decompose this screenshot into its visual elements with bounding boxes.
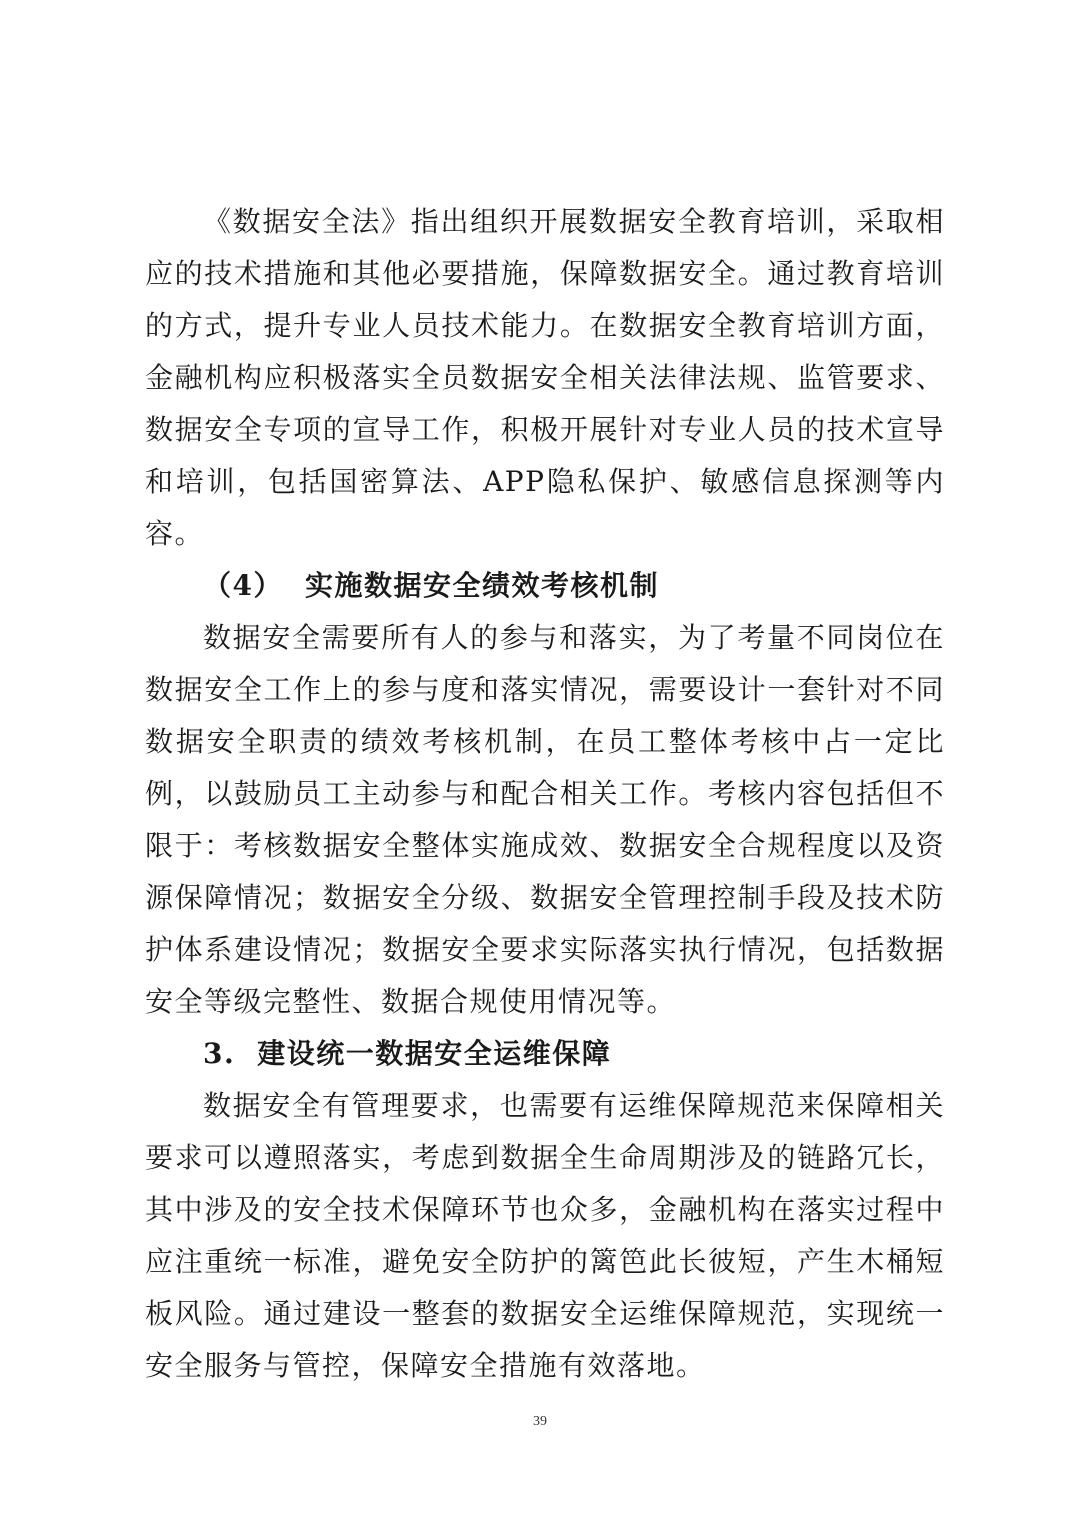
- section-heading-performance-assessment: [145, 560, 945, 612]
- page-content: [145, 196, 945, 1392]
- paragraph-operations-assurance: 数据安全有管理要求，也需要有运维保障规范来保障相关要求可以遵照落实，考虑到数据全生命周期涉及的链路冗长，其中涉及的安全技术保障环节也众多，金融机构在落实过程中应注重统一标准，避免安全防护的篱笆此长彼短，产生木桶短板风险。通过建设一整套的数据安全运维保障规范，实现统一安全服务与管控，保障安全措施有效落地。: [145, 1089, 945, 1382]
- section-heading-operations-assurance: [145, 1028, 945, 1080]
- section-number: 3.: [203, 1037, 236, 1070]
- section-number: （4）: [203, 569, 283, 602]
- paragraph-performance-assessment: 数据安全需要所有人的参与和落实，为了考量不同岗位在数据安全工作上的参与度和落实情况，需要设计一套针对不同数据安全职责的绩效考核机制，在员工整体考核中占一定比例，以鼓励员工主动参与和配合相关工作。考核内容包括但不限于：考核数据安全整体实施成效、数据安全合规程度以及资源保障情况；数据安全分级、数据安全管理控制手段及技术防护体系建设情况；数据安全要求实际落实执行情况，包括数据安全等级完整性、数据合规使用情况等。: [145, 621, 945, 1018]
- section-title: 实施数据安全绩效考核机制: [304, 569, 659, 602]
- paragraph-data-security-training: 《数据安全法》指出组织开展数据安全教育培训，采取相应的技术措施和其他必要措施，保障数据安全。通过教育培训的方式，提升专业人员技术能力。在数据安全教育培训方面，金融机构应积极落实全员数据安全相关法律法规、监管要求、数据安全专项的宣导工作，积极开展针对专业人员的技术宣导和培训，包括国密算法、APP隐私保护、敏感信息探测等内容。: [145, 205, 945, 550]
- page-number: 39: [533, 1414, 547, 1429]
- section-title: 建设统一数据安全运维保障: [257, 1037, 612, 1070]
